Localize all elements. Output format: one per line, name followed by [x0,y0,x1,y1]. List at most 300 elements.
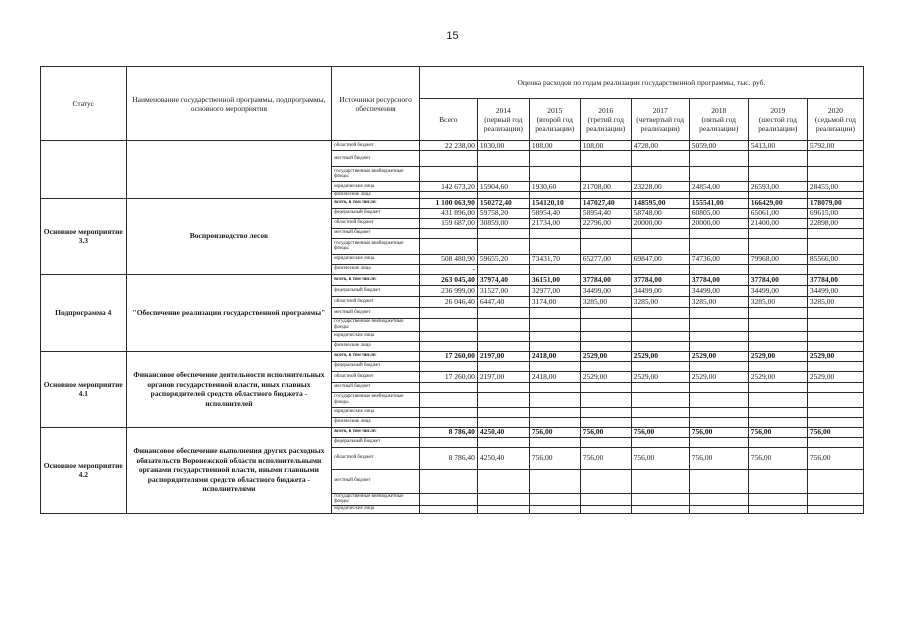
value-cell [689,307,748,318]
source-cell: юридические лица [332,505,420,513]
value-cell: 3285,00 [748,296,807,307]
value-cell: 69615,00 [807,208,863,218]
value-cell [807,392,863,407]
value-cell [529,167,580,182]
value-cell: 37784,00 [631,274,689,285]
total-cell [419,417,477,427]
value-cell [529,318,580,331]
value-cell: 34499,00 [580,285,631,296]
value-cell: 28455,00 [807,182,863,192]
source-cell: местный бюджет [332,151,420,167]
value-cell [689,228,748,238]
value-cell [477,318,529,331]
year-label: 2019 [770,106,786,115]
value-cell [580,307,631,318]
total-cell: 508 480,90 [419,254,477,264]
value-cell [477,437,529,447]
value-cell [807,505,863,513]
value-cell [477,361,529,371]
value-cell [580,331,631,341]
value-cell: 5059,00 [689,141,748,151]
header-year-2020 [807,99,863,141]
value-cell: 2529,00 [631,371,689,382]
total-cell: 17 260,00 [419,351,477,361]
block-status: Подпрограмма 4 [41,274,127,351]
value-cell: 756,00 [807,447,863,469]
source-cell: федеральный бюджет [332,437,420,447]
header-year-2016 [580,99,631,141]
value-cell [529,469,580,493]
value-cell [477,228,529,238]
year-note: (пятый год реализации) [699,115,739,133]
year-note: (четвертый год реализации) [636,115,685,133]
value-cell [529,382,580,392]
value-cell [807,307,863,318]
total-cell: 159 687,00 [419,218,477,228]
value-cell: 2529,00 [748,371,807,382]
total-cell [419,228,477,238]
value-cell [631,361,689,371]
table-row [41,198,864,208]
value-cell [477,264,529,274]
source-cell: федеральный бюджет [332,285,420,296]
block-status: Основное мероприятие 4.2 [41,427,127,513]
value-cell: 154120,10 [529,198,580,208]
year-note: (третий год реализации) [586,115,626,133]
source-cell: местный бюджет [332,307,420,318]
value-cell [631,264,689,274]
block-name: Воспроизводство лесов [126,198,332,274]
value-cell [807,417,863,427]
total-cell: - [419,264,477,274]
value-cell: 79968,00 [748,254,807,264]
block-name: Финансовое обеспечение выполнения других расходных обязательств Воронежской области исполнительными органами государственной власти, иными главными распорядителями средств областного бюджета - исполнителями [126,427,332,513]
value-cell: 756,00 [529,427,580,437]
value-cell [689,151,748,167]
value-cell [748,437,807,447]
value-cell: 108,00 [529,141,580,151]
value-cell [580,505,631,513]
source-cell: физические лица [332,264,420,274]
value-cell: 2197,00 [477,371,529,382]
value-cell [807,151,863,167]
value-cell: 2529,00 [689,351,748,361]
total-cell: 236 999,00 [419,285,477,296]
value-cell: 22898,00 [807,218,863,228]
value-cell: 2197,00 [477,351,529,361]
table-row [41,427,864,437]
value-cell [580,493,631,505]
value-cell [529,407,580,417]
value-cell: 59758,20 [477,208,529,218]
value-cell: 2529,00 [807,351,863,361]
value-cell: 15904,60 [477,182,529,192]
source-cell: местный бюджет [332,382,420,392]
value-cell [477,238,529,254]
value-cell: 2529,00 [631,351,689,361]
total-cell [419,505,477,513]
table-body [41,141,864,514]
value-cell [580,437,631,447]
value-cell [477,331,529,341]
value-cell [689,417,748,427]
header-total: Всего [419,99,477,141]
value-cell: 37784,00 [689,274,748,285]
value-cell: 22796,00 [580,218,631,228]
value-cell [631,505,689,513]
table-row [41,274,864,285]
value-cell: 2418,00 [529,371,580,382]
value-cell [807,361,863,371]
value-cell [580,167,631,182]
year-note: (первый год реализации) [483,115,523,133]
value-cell: 756,00 [580,427,631,437]
value-cell [477,307,529,318]
value-cell [631,469,689,493]
header-year-2019 [748,99,807,141]
value-cell [689,318,748,331]
value-cell: 756,00 [689,427,748,437]
header-year-2014 [477,99,529,141]
value-cell: 756,00 [529,447,580,469]
value-cell: 6447,40 [477,296,529,307]
value-cell: 59655,20 [477,254,529,264]
source-cell: областной бюджет [332,218,420,228]
total-cell [419,167,477,182]
value-cell [529,228,580,238]
value-cell [631,307,689,318]
header-year-2017 [631,99,689,141]
value-cell [631,392,689,407]
total-cell [419,361,477,371]
value-cell: 1930,60 [529,182,580,192]
block-status: Основное мероприятие 4.1 [41,351,127,427]
value-cell [748,238,807,254]
year-label: 2015 [547,106,563,115]
value-cell: 166429,00 [748,198,807,208]
value-cell [689,437,748,447]
value-cell: 155541,00 [689,198,748,208]
value-cell: 3285,00 [580,296,631,307]
value-cell [477,417,529,427]
value-cell: 60805,00 [689,208,748,218]
value-cell: 756,00 [748,447,807,469]
total-cell: 22 238,00 [419,141,477,151]
value-cell: 37784,00 [807,274,863,285]
value-cell: 3285,00 [689,296,748,307]
block-name: "Обеспечение реализации государственной программы" [126,274,332,351]
value-cell [807,382,863,392]
value-cell: 73431,70 [529,254,580,264]
header-estimate: Оценка расходов по годам реализации государственной программы, тыс. руб. [419,67,863,99]
block-name [126,141,332,199]
value-cell: 2529,00 [580,351,631,361]
value-cell: 32977,00 [529,285,580,296]
header-status: Статус [41,67,127,141]
total-cell: 17 260,00 [419,371,477,382]
value-cell [689,493,748,505]
total-cell [419,331,477,341]
block-status [41,141,127,199]
value-cell [580,469,631,493]
value-cell: 3174,00 [529,296,580,307]
header-year-2015 [529,99,580,141]
value-cell [580,392,631,407]
value-cell [580,264,631,274]
total-cell [419,493,477,505]
value-cell: 65061,00 [748,208,807,218]
value-cell [748,417,807,427]
value-cell [529,307,580,318]
value-cell [580,238,631,254]
total-cell: 8 786,40 [419,427,477,437]
value-cell [631,437,689,447]
value-cell: 756,00 [580,447,631,469]
value-cell [529,361,580,371]
source-cell: государственные внебюджетные фонды [332,493,420,505]
year-note: (седьмой год реализации) [814,115,856,133]
value-cell [529,417,580,427]
value-cell [748,307,807,318]
value-cell [580,382,631,392]
value-cell [631,167,689,182]
value-cell [807,318,863,331]
value-cell [580,151,631,167]
year-label: 2017 [652,106,668,115]
value-cell: 147027,40 [580,198,631,208]
value-cell: 756,00 [748,427,807,437]
value-cell [807,331,863,341]
value-cell [631,341,689,351]
value-cell [580,228,631,238]
value-cell [807,167,863,182]
value-cell [748,151,807,167]
total-cell: 8 786,40 [419,447,477,469]
value-cell: 21708,00 [580,182,631,192]
value-cell: 65277,00 [580,254,631,264]
source-cell: областной бюджет [332,447,420,469]
value-cell [689,341,748,351]
value-cell [748,361,807,371]
value-cell [477,341,529,351]
source-cell: местный бюджет [332,469,420,493]
value-cell: 37784,00 [580,274,631,285]
value-cell [748,407,807,417]
value-cell [631,238,689,254]
value-cell: 34499,00 [748,285,807,296]
header-year-2018 [689,99,748,141]
value-cell [807,228,863,238]
value-cell [748,228,807,238]
value-cell [580,417,631,427]
value-cell [807,238,863,254]
value-cell [807,493,863,505]
year-label: 2020 [827,106,843,115]
value-cell [689,407,748,417]
total-cell [419,307,477,318]
value-cell [631,151,689,167]
value-cell: 756,00 [631,427,689,437]
value-cell [748,341,807,351]
total-cell [419,318,477,331]
value-cell [529,505,580,513]
year-note: (второй год реализации) [535,115,575,133]
year-label: 2016 [598,106,614,115]
value-cell [477,407,529,417]
source-cell: всего, в том числе: [332,274,420,285]
header-sources: Источники ресурсного обеспечения [332,67,420,141]
value-cell: 108,00 [580,141,631,151]
value-cell: 69847,00 [631,254,689,264]
value-cell: 4250,40 [477,447,529,469]
value-cell: 756,00 [631,447,689,469]
source-cell: юридические лица [332,254,420,264]
value-cell: 34499,00 [689,285,748,296]
value-cell [631,318,689,331]
year-note: (шестой год реализации) [758,115,798,133]
value-cell: 21400,00 [748,218,807,228]
value-cell: 30859,00 [477,218,529,228]
block-name: Финансовое обеспечение деятельности исполнительных органов государственной власти, иных главных распорядителей средств областного бюджета - исполнителей [126,351,332,427]
total-cell [419,382,477,392]
value-cell [807,407,863,417]
source-cell: всего, в том числе: [332,351,420,361]
value-cell [477,382,529,392]
value-cell [529,151,580,167]
source-cell: физические лица [332,417,420,427]
value-cell [748,318,807,331]
total-cell: 431 896,00 [419,208,477,218]
source-cell: государственные внебюджетные фонды [332,238,420,254]
value-cell [689,392,748,407]
year-label: 2014 [495,106,511,115]
value-cell [748,264,807,274]
year-label: 2018 [711,106,727,115]
value-cell: 1030,00 [477,141,529,151]
value-cell [477,151,529,167]
value-cell [748,382,807,392]
value-cell [689,469,748,493]
value-cell [631,407,689,417]
value-cell [477,493,529,505]
value-cell: 34499,00 [807,285,863,296]
table-row [41,141,864,151]
source-cell: местный бюджет [332,228,420,238]
value-cell [477,392,529,407]
value-cell [689,361,748,371]
value-cell [689,382,748,392]
value-cell: 4250,40 [477,427,529,437]
value-cell: 58954,40 [529,208,580,218]
value-cell: 31527,00 [477,285,529,296]
value-cell [529,331,580,341]
page-number: 15 [446,30,459,42]
value-cell [807,264,863,274]
value-cell: 150272,40 [477,198,529,208]
value-cell: 2529,00 [580,371,631,382]
value-cell [689,167,748,182]
value-cell: 5413,00 [748,141,807,151]
value-cell [529,437,580,447]
value-cell [631,228,689,238]
source-cell: областной бюджет [332,371,420,382]
value-cell: 23228,00 [631,182,689,192]
value-cell [631,493,689,505]
value-cell [689,331,748,341]
value-cell [689,505,748,513]
value-cell: 5792,00 [807,141,863,151]
source-cell: физические лица [332,192,420,199]
source-cell: юридические лица [332,331,420,341]
source-cell: государственные внебюджетные фонды [332,392,420,407]
value-cell [748,469,807,493]
value-cell [807,341,863,351]
value-cell [689,264,748,274]
source-cell: юридические лица [332,407,420,417]
value-cell: 36151,00 [529,274,580,285]
table-row [41,351,864,361]
value-cell: 2418,00 [529,351,580,361]
value-cell [580,341,631,351]
total-cell: 26 046,40 [419,296,477,307]
value-cell [529,264,580,274]
value-cell: 58748,00 [631,208,689,218]
value-cell [477,167,529,182]
value-cell [748,392,807,407]
value-cell [807,469,863,493]
source-cell: физические лица [332,341,420,351]
value-cell [748,493,807,505]
value-cell: 3285,00 [807,296,863,307]
value-cell: 178079,00 [807,198,863,208]
total-cell [419,341,477,351]
source-cell: всего, в том числе: [332,198,420,208]
source-cell: федеральный бюджет [332,208,420,218]
value-cell [529,341,580,351]
source-cell: областной бюджет [332,296,420,307]
value-cell: 148595,00 [631,198,689,208]
source-cell: государственные внебюджетные фонды [332,167,420,182]
value-cell: 37974,40 [477,274,529,285]
value-cell [748,167,807,182]
value-cell [529,493,580,505]
value-cell: 85566,00 [807,254,863,264]
source-cell: всего, в том числе: [332,427,420,437]
block-status: Основное мероприятие 3.3 [41,198,127,274]
header-name: Наименование государственной программы, подпрограммы, основного мероприятия [126,67,332,141]
value-cell: 58954,40 [580,208,631,218]
value-cell: 4728,00 [631,141,689,151]
value-cell: 20000,00 [689,218,748,228]
value-cell [631,417,689,427]
value-cell [477,469,529,493]
value-cell: 24854,00 [689,182,748,192]
value-cell [689,238,748,254]
value-cell [631,331,689,341]
value-cell [748,505,807,513]
source-cell: юридические лица [332,182,420,192]
source-cell: государственные внебюджетные фонды [332,318,420,331]
value-cell [748,331,807,341]
value-cell: 756,00 [807,427,863,437]
value-cell: 34499,00 [631,285,689,296]
total-cell [419,238,477,254]
total-cell [419,407,477,417]
value-cell: 37784,00 [748,274,807,285]
total-cell [419,151,477,167]
value-cell [580,318,631,331]
value-cell [477,505,529,513]
